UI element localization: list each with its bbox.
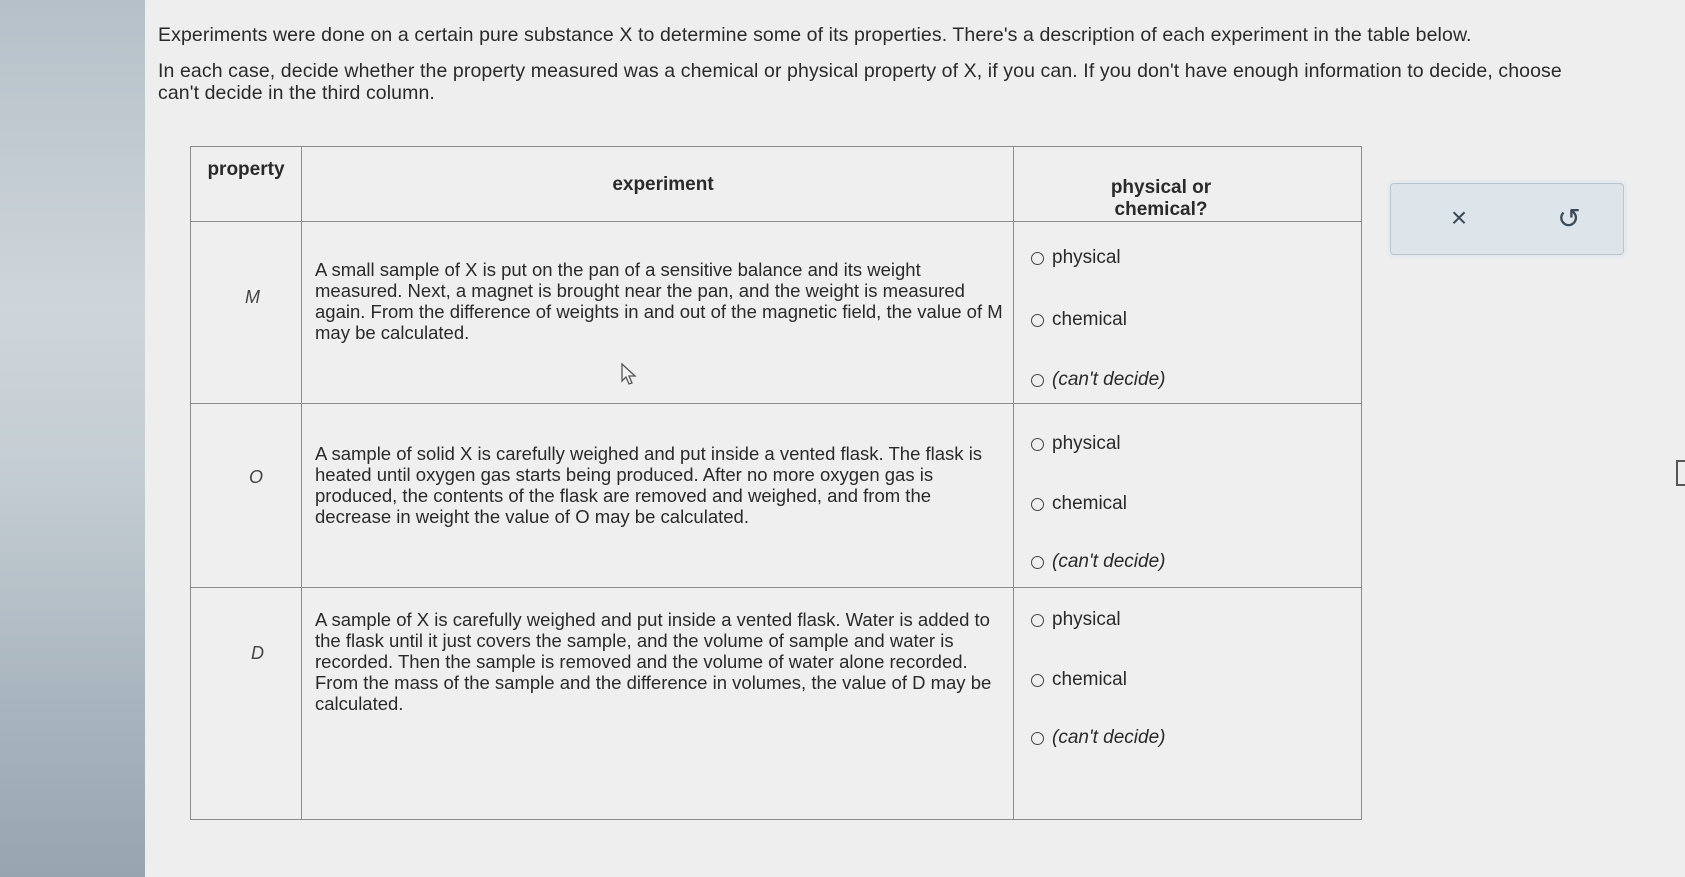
row-divider-1: [191, 403, 1361, 404]
radio-option-o-chemical[interactable]: [1031, 493, 1127, 515]
experiment-text-o: A sample of solid X is carefully weighed and put inside a vented flask. The flask is heated until oxygen gas starts being produced. After no more oxygen gas is produced, the contents of the flask are removed and weighed, and from the decrease in weight the value of O may be calculated.: [315, 443, 983, 527]
radio-option-m-chemical[interactable]: [1031, 309, 1127, 331]
close-icon: ×: [1450, 202, 1468, 233]
option-label: chemical: [1052, 309, 1127, 330]
radio-option-m-cant-decide[interactable]: [1031, 369, 1165, 391]
experiment-text-m: A small sample of X is put on the pan of a sensitive balance and its weight measured. Next, a magnet is brought near the pan, and the weight is measured again. From the difference of weights in and out of the magnetic field, the value of M may be calculated.: [315, 259, 1003, 343]
property-label-m: M: [245, 287, 260, 307]
instructions: [158, 24, 1598, 104]
option-label: physical: [1052, 433, 1121, 454]
option-label: physical: [1052, 247, 1121, 268]
column-divider-2: [1013, 147, 1014, 819]
radio-button-icon: [1031, 674, 1044, 687]
option-label: chemical: [1052, 669, 1127, 690]
option-label: (can't decide): [1052, 727, 1166, 748]
radio-option-d-physical[interactable]: [1031, 609, 1121, 631]
radio-option-d-chemical[interactable]: [1031, 669, 1127, 691]
radio-option-d-cant-decide[interactable]: [1031, 727, 1165, 749]
screen-edge-bracket: [1676, 460, 1685, 486]
header-physical-or-chemical: physical or chemical?: [1110, 177, 1212, 220]
header-divider: [191, 221, 1361, 222]
undo-icon: ↺: [1557, 202, 1581, 234]
undo-button[interactable]: [1549, 198, 1589, 238]
header-experiment: experiment: [612, 174, 714, 195]
photo-left-glare: [0, 0, 145, 877]
option-label: (can't decide): [1052, 551, 1166, 572]
radio-button-icon: [1031, 732, 1044, 745]
option-label: chemical: [1052, 493, 1127, 514]
radio-button-icon: [1031, 556, 1044, 569]
option-label: (can't decide): [1052, 369, 1166, 390]
radio-button-icon: [1031, 498, 1044, 511]
option-label: physical: [1052, 609, 1121, 630]
radio-button-icon: [1031, 314, 1044, 327]
column-divider-1: [301, 147, 302, 819]
property-label-o: O: [249, 467, 264, 487]
radio-button-icon: [1031, 374, 1044, 387]
clear-button[interactable]: [1439, 198, 1479, 238]
instructions-line-2: In each case, decide whether the property measured was a chemical or physical property of X, if you can. If you don't have enough information to decide, choose can't decide in the third column.: [158, 60, 1562, 104]
row-divider-2: [191, 587, 1361, 588]
radio-button-icon: [1031, 614, 1044, 627]
header-property: property: [207, 159, 285, 180]
radio-option-o-physical[interactable]: [1031, 433, 1121, 455]
mouse-cursor-icon: [620, 362, 638, 391]
radio-option-o-cant-decide[interactable]: [1031, 551, 1165, 573]
radio-button-icon: [1031, 252, 1044, 265]
instructions-line-1: Experiments were done on a certain pure substance X to determine some of its properties. There's a description of each experiment in the table below.: [158, 24, 1472, 46]
radio-button-icon: [1031, 438, 1044, 451]
radio-option-m-physical[interactable]: [1031, 247, 1121, 269]
answer-toolbox: [1390, 183, 1624, 255]
properties-table: [190, 146, 1362, 820]
experiment-text-d: A sample of X is carefully weighed and put inside a vented flask. Water is added to the flask until it just covers the sample, and the volume of sample and water is recorded. Then the sample is removed and the volume of water alone recorded. From the mass of the sample and the difference in volumes, the value of D may be calculated.: [315, 609, 992, 714]
property-label-d: D: [251, 643, 264, 663]
